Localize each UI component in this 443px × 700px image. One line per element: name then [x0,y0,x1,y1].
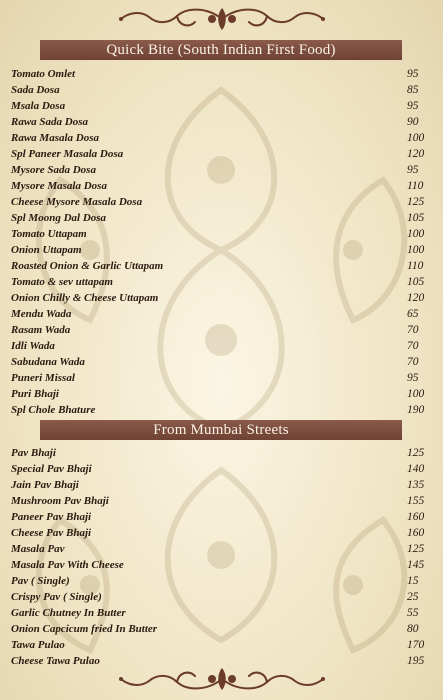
item-price: 190 [407,404,425,416]
item-price: 125 [407,543,425,555]
top-ornament-scroll [117,4,327,34]
item-price: 95 [407,164,419,176]
menu-item [11,402,431,418]
item-price: 70 [407,324,419,336]
menu-item [11,306,431,322]
menu-item [11,461,431,477]
item-price: 105 [407,212,425,224]
item-price: 95 [407,100,419,112]
menu-item [11,509,431,525]
item-price: 125 [407,196,425,208]
item-name: Mysore Masala Dosa [11,180,107,192]
item-price: 160 [407,527,425,539]
item-price: 120 [407,292,425,304]
item-name: Rawa Masala Dosa [11,132,100,144]
item-name: Jain Pav Bhaji [11,479,79,491]
menu-item [11,605,431,621]
item-price: 90 [407,116,419,128]
item-price: 25 [407,591,419,603]
menu-item [11,493,431,509]
item-price: 55 [407,607,419,619]
menu-item [11,98,431,114]
item-price: 140 [407,463,425,475]
item-name: Tawa Pulao [11,639,65,651]
menu-item [11,210,431,226]
item-name: Rasam Wada [11,324,71,336]
item-price: 195 [407,655,425,667]
item-price: 160 [407,511,425,523]
item-price: 135 [407,479,425,491]
item-price: 65 [407,308,419,320]
item-name: Cheese Pav Bhaji [11,527,92,539]
menu-item [11,290,431,306]
item-price: 110 [407,260,424,272]
section-banner-mumbai-streets: From Mumbai Streets [40,420,402,440]
item-name: Tomato Uttapam [11,228,87,240]
item-name: Spl Moong Dal Dosa [11,212,107,224]
item-name: Tomato & sev uttapam [11,276,113,288]
item-name: Special Pav Bhaji [11,463,92,475]
menu-item [11,445,431,461]
item-name: Roasted Onion & Garlic Uttapam [11,260,164,272]
bottom-ornament-scroll [117,664,327,694]
menu-item [11,82,431,98]
item-name: Pav Bhaji [11,447,56,459]
menu-item [11,274,431,290]
menu-item [11,541,431,557]
menu-list-quick-bite [11,66,431,418]
item-name: Cheese Mysore Masala Dosa [11,196,143,208]
item-name: Puri Bhaji [11,388,59,400]
menu-item [11,589,431,605]
item-price: 100 [407,132,425,144]
item-name: Sada Dosa [11,84,60,96]
item-name: Garlic Chutney In Butter [11,607,126,619]
item-name: Spl Chole Bhature [11,404,96,416]
menu-item [11,370,431,386]
item-name: Pav ( Single) [11,575,70,587]
item-price: 125 [407,447,425,459]
item-price: 70 [407,356,419,368]
item-price: 100 [407,388,425,400]
item-price: 170 [407,639,425,651]
menu-item [11,477,431,493]
item-name: Msala Dosa [11,100,66,112]
menu-item [11,525,431,541]
menu-item [11,66,431,82]
menu-list-mumbai-streets [11,445,431,669]
menu-item [11,194,431,210]
item-name: Masala Pav With Cheese [11,559,124,571]
item-name: Paneer Pav Bhaji [11,511,92,523]
item-name: Mushroom Pav Bhaji [11,495,109,507]
item-name: Onion Chilly & Cheese Uttapam [11,292,159,304]
item-name: Rawa Sada Dosa [11,116,89,128]
menu-item [11,557,431,573]
item-name: Tomato Omlet [11,68,76,80]
menu-item [11,573,431,589]
menu-item [11,637,431,653]
menu-item [11,242,431,258]
item-price: 95 [407,68,419,80]
item-name: Onion Uttapam [11,244,82,256]
item-price: 145 [407,559,425,571]
menu-item [11,386,431,402]
menu-item [11,226,431,242]
item-price: 105 [407,276,425,288]
menu-item [11,258,431,274]
menu-item [11,114,431,130]
menu-item [11,146,431,162]
item-price: 120 [407,148,425,160]
menu-item [11,178,431,194]
item-name: Spl Paneer Masala Dosa [11,148,124,160]
menu-item [11,130,431,146]
item-price: 85 [407,84,419,96]
menu-item [11,322,431,338]
menu-item [11,162,431,178]
item-name: Cheese Tawa Pulao [11,655,100,667]
item-price: 100 [407,244,425,256]
item-name: Onion Capcicum fried In Butter [11,623,158,635]
item-price: 70 [407,340,419,352]
item-name: Crispy Pav ( Single) [11,591,102,603]
menu-item [11,621,431,637]
item-name: Mysore Sada Dosa [11,164,96,176]
item-name: Idli Wada [11,340,55,352]
item-price: 100 [407,228,425,240]
item-name: Sabudana Wada [11,356,85,368]
item-name: Puneri Missal [11,372,75,384]
item-name: Mendu Wada [11,308,72,320]
menu-item [11,338,431,354]
item-price: 110 [407,180,424,192]
section-banner-quick-bite: Quick Bite (South Indian First Food) [40,40,402,60]
item-price: 80 [407,623,419,635]
item-price: 15 [407,575,419,587]
item-name: Masala Pav [11,543,65,555]
menu-item [11,354,431,370]
item-price: 155 [407,495,425,507]
item-price: 95 [407,372,419,384]
